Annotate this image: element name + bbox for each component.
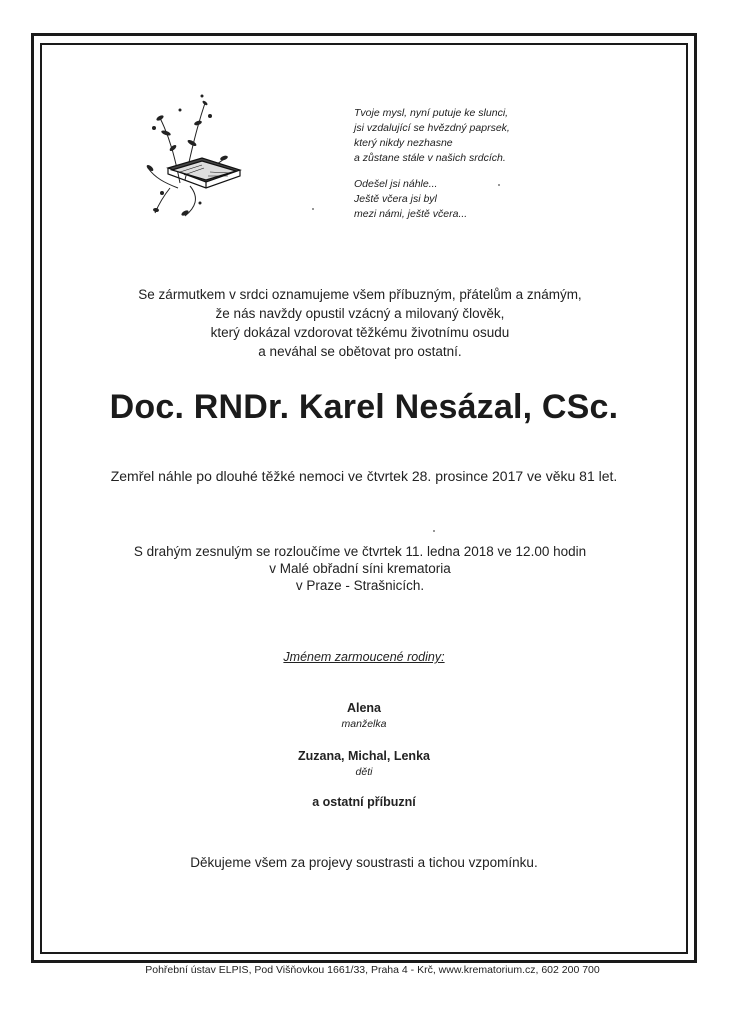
poem-stanza-2 — [354, 177, 510, 222]
poem-line: který nikdy nezhasne — [354, 137, 453, 149]
family-member-name: Zuzana, Michal, Lenka — [298, 749, 430, 763]
footer-funeral-home: Pohřební ústav ELPIS, Pod Višňovkou 1661/33, Praha 4 - Krč, www.krematorium.cz, 602 200 700 — [145, 964, 600, 976]
ceremony-line: v Praze - Strašnicích. — [295, 578, 425, 593]
thanks-note: Děkujeme všem za projevy soustrasti a tichou vzpomínku. — [190, 855, 538, 870]
ceremony-line: v Malé obřadní síni krematoria — [269, 561, 451, 576]
poem-stanza-1 — [354, 106, 510, 166]
death-notice: Zemřel náhle po dlouhé těžké nemoci ve čtvrtek 28. prosince 2017 ve věku 81 let. — [110, 468, 618, 484]
deceased-name: Doc. RNDr. Karel Nesázal, CSc. — [109, 388, 619, 426]
book-with-flowers-icon — [140, 88, 250, 218]
family-member-role: děti — [355, 766, 373, 778]
scan-speck — [312, 208, 314, 210]
other-relatives: a ostatní příbuzní — [312, 795, 416, 809]
announcement-intro — [60, 285, 660, 361]
family-member-role: manželka — [341, 718, 387, 730]
intro-line: Se zármutkem v srdci oznamujeme všem příbuzným, přátelům a známým, — [138, 287, 582, 302]
ceremony-line: S drahým zesnulým se rozloučíme ve čtvrtek 11. ledna 2018 ve 12.00 hodin — [133, 544, 587, 559]
poem — [354, 106, 510, 233]
family-member — [40, 748, 688, 779]
family-member — [40, 700, 688, 731]
scan-speck — [433, 530, 435, 532]
intro-line: který dokázal vzdorovat těžkému životnímu osudu — [210, 325, 510, 340]
ceremony-info — [60, 543, 660, 594]
family-heading: Jménem zarmoucené rodiny: — [283, 650, 445, 664]
poem-line: Tvoje mysl, nyní putuje ke slunci, — [354, 107, 509, 119]
intro-line: že nás navždy opustil vzácný a milovaný člověk, — [215, 306, 505, 321]
poem-line: a zůstane stále v našich srdcích. — [354, 152, 506, 164]
intro-line: a neváhal se obětovat pro ostatní. — [258, 344, 462, 359]
poem-line: Ještě včera jsi byl — [354, 193, 437, 205]
scan-speck — [498, 184, 500, 186]
family-member-name: Alena — [346, 701, 382, 715]
poem-line: jsi vzdalující se hvězdný paprsek, — [354, 122, 510, 134]
poem-line: Odešel jsi náhle... — [354, 178, 438, 190]
poem-line: mezi námi, ještě včera... — [354, 208, 468, 220]
